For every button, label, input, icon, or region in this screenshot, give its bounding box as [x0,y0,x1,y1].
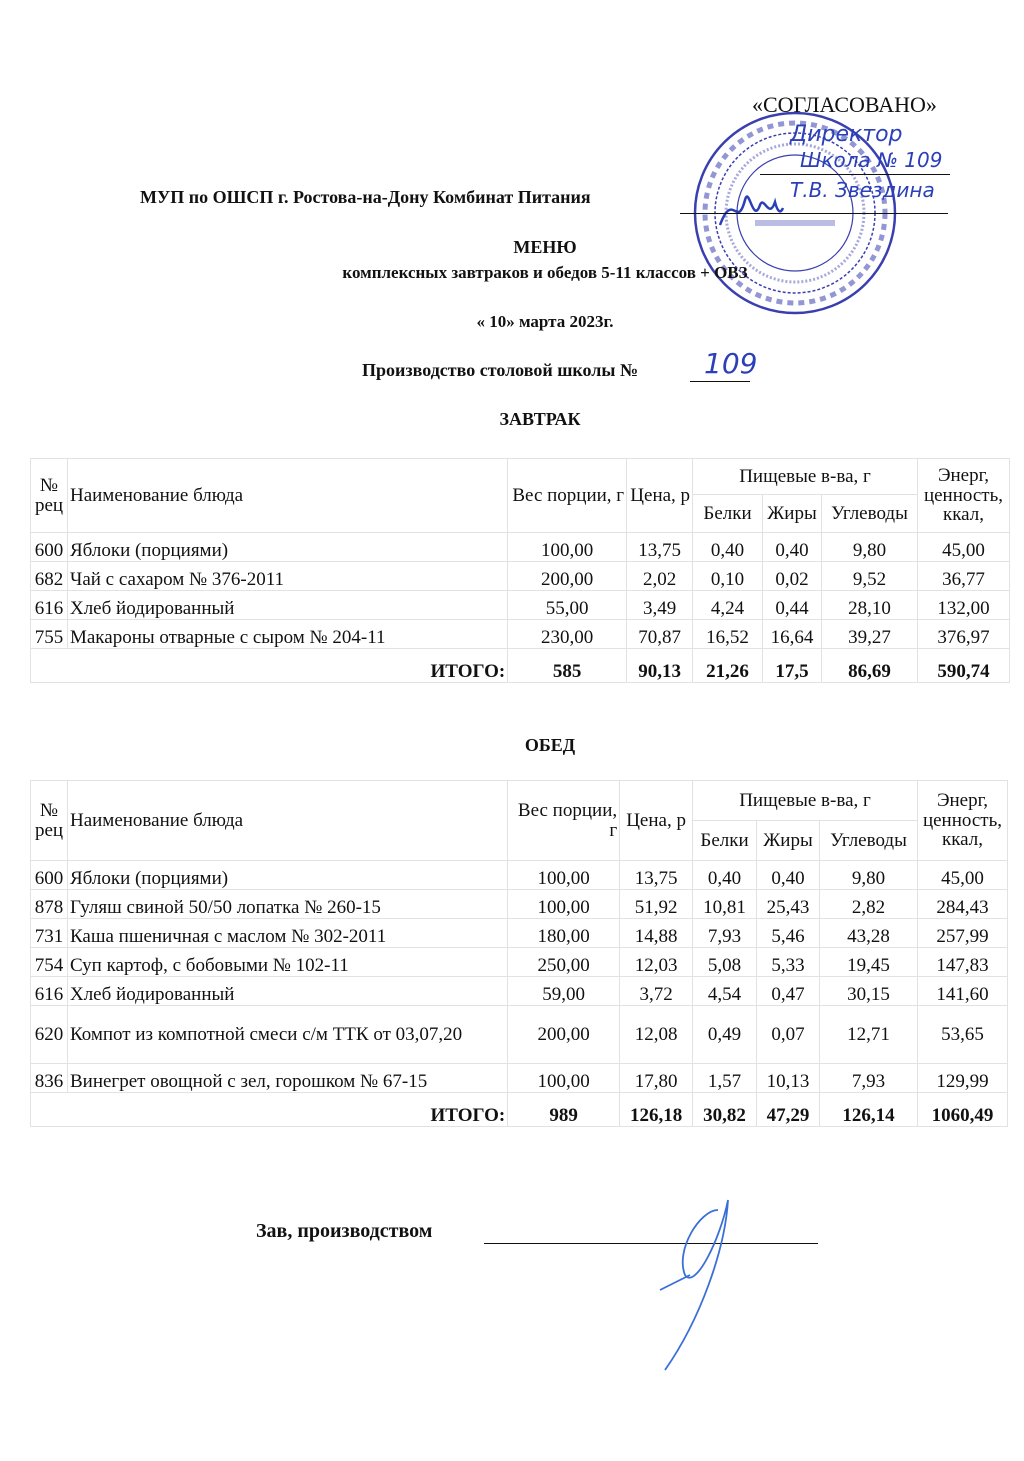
fat-value: 10,13 [757,1064,820,1093]
weight-value: 200,00 [508,1006,620,1064]
carbs-value: 12,71 [820,1006,918,1064]
approval-line [760,174,950,175]
protein-value: 4,54 [693,977,757,1006]
recipe-number: 616 [31,591,68,620]
energy-value: 147,83 [917,948,1007,977]
dish-name: Хлеб йодированный [67,591,507,620]
production-label: Производство столовой школы № [362,360,639,380]
total-fat: 47,29 [757,1093,820,1127]
recipe-number: 616 [31,977,68,1006]
weight-value: 100,00 [508,890,620,919]
table-row [31,1006,1008,1064]
dish-name: Чай с сахаром № 376-2011 [67,562,507,591]
total-label: ИТОГО: [31,1093,508,1127]
fat-value: 0,40 [757,861,820,890]
menu-title: МЕНЮ [513,237,577,257]
price-value: 13,75 [620,861,693,890]
protein-value: 5,08 [693,948,757,977]
table-row [31,977,1008,1006]
energy-value: 132,00 [917,591,1009,620]
total-row [31,1093,1008,1127]
dish-name: Яблоки (порциями) [67,533,507,562]
lunch-table [30,780,1008,1127]
org-signature-line [680,213,948,214]
protein-value: 0,49 [693,1006,757,1064]
col-nutrients: Пищевые в-ва, г [693,781,918,821]
recipe-number: 754 [31,948,68,977]
price-value: 12,03 [620,948,693,977]
recipe-number: 731 [31,919,68,948]
energy-value: 129,99 [917,1064,1007,1093]
protein-value: 7,93 [693,919,757,948]
table-row [31,919,1008,948]
table-row [31,562,1010,591]
weight-value: 250,00 [508,948,620,977]
lunch-title: ОБЕД [524,735,576,755]
carbs-value: 43,28 [820,919,918,948]
total-price: 126,18 [620,1093,693,1127]
handwritten-title: Директор [790,122,903,147]
weight-value: 100,00 [508,861,620,890]
dish-name: Хлеб йодированный [67,977,507,1006]
carbs-value: 9,52 [822,562,918,591]
price-value: 13,75 [627,533,693,562]
price-value: 12,08 [620,1006,693,1064]
fat-value: 25,43 [757,890,820,919]
recipe-number: 600 [31,533,68,562]
organization-name: МУП по ОШСП г. Ростова-на-Дону Комбинат Питания [140,187,591,207]
price-value: 17,80 [620,1064,693,1093]
recipe-number: 600 [31,861,68,890]
energy-value: 284,43 [917,890,1007,919]
weight-value: 180,00 [508,919,620,948]
col-fat: Жиры [763,495,822,533]
energy-value: 45,00 [917,533,1009,562]
energy-value: 53,65 [917,1006,1007,1064]
col-weight: Вес порции, г [508,459,627,533]
protein-value: 0,40 [693,861,757,890]
handwritten-name: Т.В. Звездина [790,178,935,202]
school-number-line [690,381,750,382]
col-name: Наименование блюда [67,781,507,861]
energy-value: 141,60 [917,977,1007,1006]
breakfast-title: ЗАВТРАК [499,409,581,429]
table-row [31,620,1010,649]
carbs-value: 2,82 [820,890,918,919]
fat-value: 0,07 [757,1006,820,1064]
menu-subtitle: комплексных завтраков и обедов 5-11 классов + ОВЗ [342,263,748,282]
total-protein: 30,82 [693,1093,757,1127]
recipe-number: 878 [31,890,68,919]
weight-value: 230,00 [508,620,627,649]
carbs-value: 39,27 [822,620,918,649]
carbs-value: 9,80 [820,861,918,890]
col-nutrients: Пищевые в-ва, г [693,459,918,495]
carbs-value: 28,10 [822,591,918,620]
protein-value: 16,52 [693,620,763,649]
carbs-value: 19,45 [820,948,918,977]
manager-signature [640,1180,750,1380]
table-row [31,533,1010,562]
dish-name: Макароны отварные с сыром № 204-11 [67,620,507,649]
col-fat: Жиры [757,821,820,861]
total-row [31,649,1010,683]
table-row [31,948,1008,977]
col-carbs: Углеводы [822,495,918,533]
recipe-number: 682 [31,562,68,591]
weight-value: 100,00 [508,533,627,562]
dish-name: Суп картоф, с бобовыми № 102-11 [67,948,507,977]
recipe-number: 836 [31,1064,68,1093]
protein-value: 10,81 [693,890,757,919]
total-weight: 585 [508,649,627,683]
total-carbs: 86,69 [822,649,918,683]
fat-value: 5,46 [757,919,820,948]
protein-value: 4,24 [693,591,763,620]
handwritten-school: Школа № 109 [800,148,943,172]
total-energy: 1060,49 [917,1093,1007,1127]
weight-value: 100,00 [508,1064,620,1093]
price-value: 51,92 [620,890,693,919]
table-row [31,591,1010,620]
col-num: № рец [31,781,68,861]
total-protein: 21,26 [693,649,763,683]
price-value: 3,49 [627,591,693,620]
fat-value: 0,02 [763,562,822,591]
energy-value: 376,97 [917,620,1009,649]
table-row [31,1064,1008,1093]
energy-value: 257,99 [917,919,1007,948]
protein-value: 0,40 [693,533,763,562]
dish-name: Гуляш свиной 50/50 лопатка № 260-15 [67,890,507,919]
table-row [31,861,1008,890]
carbs-value: 7,93 [820,1064,918,1093]
production-manager-label: Зав, производством [256,1220,433,1242]
school-number: 109 [704,347,758,380]
weight-value: 59,00 [508,977,620,1006]
price-value: 2,02 [627,562,693,591]
energy-value: 36,77 [917,562,1009,591]
weight-value: 200,00 [508,562,627,591]
col-carbs: Углеводы [820,821,918,861]
total-carbs: 126,14 [820,1093,918,1127]
fat-value: 0,40 [763,533,822,562]
col-name: Наименование блюда [67,459,507,533]
fat-value: 16,64 [763,620,822,649]
price-value: 3,72 [620,977,693,1006]
carbs-value: 9,80 [822,533,918,562]
total-weight: 989 [508,1093,620,1127]
weight-value: 55,00 [508,591,627,620]
total-energy: 590,74 [917,649,1009,683]
total-label: ИТОГО: [31,649,508,683]
col-energy: Энерг, ценность, ккал, [917,781,1007,861]
dish-name: Винегрет овощной с зел, горошком № 67-15 [67,1064,507,1093]
col-num: № рец [31,459,68,533]
col-price: Цена, р [620,781,693,861]
col-price: Цена, р [627,459,693,533]
director-signature [715,180,785,235]
recipe-number: 620 [31,1006,68,1064]
col-weight: Вес порции, г [508,781,620,861]
col-protein: Белки [693,821,757,861]
total-price: 90,13 [627,649,693,683]
dish-name: Компот из компотной смеси с/м ТТК от 03,07,20 [67,1006,507,1064]
approval-label: «СОГЛАСОВАНО» [752,92,937,117]
fat-value: 0,44 [763,591,822,620]
energy-value: 45,00 [917,861,1007,890]
breakfast-table [30,458,1010,683]
col-energy: Энерг, ценность, ккал, [917,459,1009,533]
total-fat: 17,5 [763,649,822,683]
menu-date: « 10» марта 2023г. [476,312,614,331]
col-protein: Белки [693,495,763,533]
price-value: 70,87 [627,620,693,649]
protein-value: 1,57 [693,1064,757,1093]
protein-value: 0,10 [693,562,763,591]
recipe-number: 755 [31,620,68,649]
price-value: 14,88 [620,919,693,948]
dish-name: Яблоки (порциями) [67,861,507,890]
dish-name: Каша пшеничная с маслом № 302-2011 [67,919,507,948]
table-row [31,890,1008,919]
fat-value: 5,33 [757,948,820,977]
fat-value: 0,47 [757,977,820,1006]
carbs-value: 30,15 [820,977,918,1006]
